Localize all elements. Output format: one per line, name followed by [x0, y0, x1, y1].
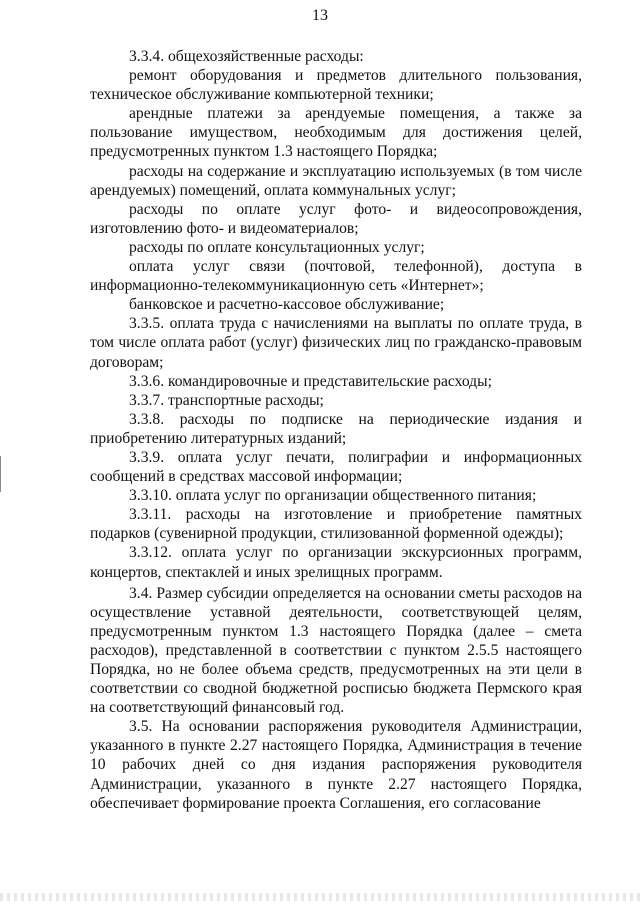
paragraph-3-3-11: 3.3.11. расходы на изготовление и приобретение памятных подарков (сувенирной продукции, стилизованной форменной одежды);	[90, 506, 582, 543]
document-body	[90, 47, 582, 813]
paragraph-3-3-9: 3.3.9. оплата услуг печати, полиграфии и информационных сообщений в средствах массовой информации;	[90, 448, 582, 486]
paragraph-rent-payments: арендные платежи за арендуемые помещения, а также за пользование имуществом, необходимым для достижения целей, предусмотренных пунктом 1.3 настоящего Порядка;	[90, 105, 582, 161]
paragraph-consulting: расходы по оплате консультационных услуг;	[129, 238, 425, 256]
paragraph-equipment-repair: ремонт оборудования и предметов длительного пользования, техническое обслуживание компьютерной техники;	[90, 67, 582, 104]
scan-bottom-edge	[0, 893, 640, 901]
paragraph-communications: оплата услуг связи (почтовой, телефонной), доступа в информационно-телекоммуникационную сеть «Интернет»;	[90, 258, 582, 295]
paragraph-3-3-7: 3.3.7. транспортные расходы;	[129, 391, 324, 409]
paragraph-3-3-5: 3.3.5. оплата труда с начислениями на выплаты по оплате труда, в том числе оплата работ (услуг) физических лиц по гражданско-правовым договорам;	[90, 315, 582, 371]
paragraph-banking: банковское и расчетно-кассовое обслуживание;	[129, 296, 445, 314]
paragraph-3-3-10: 3.3.10. оплата услуг по организации общественного питания;	[129, 487, 537, 505]
paragraph-premises-maintenance: расходы на содержание и эксплуатацию используемых (в том числе арендуемых) помещений, оплата коммунальных услуг;	[90, 162, 582, 199]
paragraph-3-4: 3.4. Размер субсидии определяется на основании сметы расходов на осуществление уставной деятельности, соответствующей целям, предусмотренным пунктом 1.3 настоящего Порядка (далее – смета расходов), представленной в соответствии с пунктом 2.5.5 настоящего Порядка, но не более объема средств, предусмотренных на эти цели в соответствии со сводной бюджетной росписью бюджета Пермского края на соответствующий финансовый год.	[90, 584, 582, 717]
scan-margin-mark	[0, 456, 1, 492]
paragraph-photo-video: расходы по оплате услуг фото- и видеосопровождения, изготовлению фото- и видеоматериалов;	[90, 200, 582, 237]
paragraph-3-3-4: 3.3.4. общехозяйственные расходы:	[129, 48, 364, 65]
page-number: 13	[312, 7, 328, 24]
paragraph-3-3-12: 3.3.12. оплата услуг по организации экскурсионных программ, концертов, спектаклей и иных зрелищных программ.	[90, 544, 582, 581]
paragraph-3-5: 3.5. На основании распоряжения руководителя Администрации, указанного в пункте 2.27 настоящего Порядка, Администрация в течение 10 рабочих дней со дня издания распоряжения руководителя Администрации, указанного в пункте 2.27 настоящего Порядка, обеспечивает формирование проекта Соглашения, его согласование	[90, 718, 582, 812]
paragraph-3-3-6: 3.3.6. командировочные и представительские расходы;	[129, 372, 492, 390]
paragraph-3-3-8: 3.3.8. расходы по подписке на периодические издания и приобретению литературных изданий;	[90, 410, 582, 447]
